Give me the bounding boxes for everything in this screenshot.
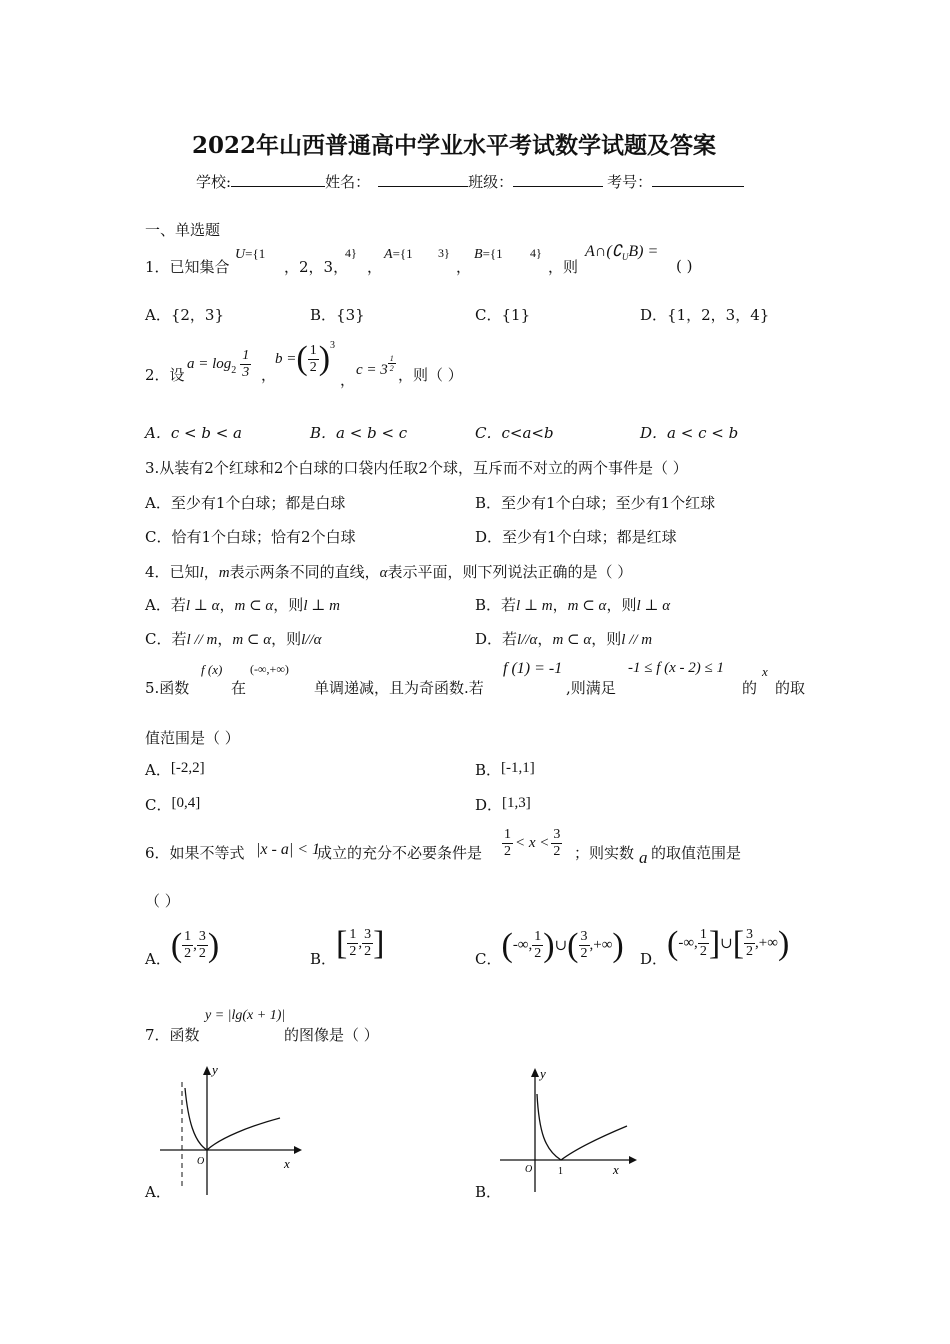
q6-option-d[interactable] <box>640 918 789 969</box>
q5-ineq: -1 ≤ f (x - 2) ≤ 1 <box>628 660 725 676</box>
q6-d-f1-d: 2 <box>699 944 707 959</box>
q6-b-f2-d: 2 <box>364 944 372 959</box>
q6-abs: |x - a| < 1 <box>256 841 321 858</box>
q6-n2: 3 <box>553 827 561 842</box>
graph-a-y-label: y <box>212 1062 218 1077</box>
q4-c-label: C．若 <box>145 630 187 648</box>
q6-frac1 <box>502 827 513 860</box>
q1-u <box>235 246 265 263</box>
q6-a-f2-d: 2 <box>198 946 206 961</box>
q4-m: m <box>218 565 230 581</box>
q5-option-d[interactable] <box>475 794 531 815</box>
q4-c-p2: m ⊂ α <box>232 632 272 648</box>
q6-c-lparen1: ( <box>501 926 513 964</box>
q6-d-label: D． <box>640 950 668 968</box>
q6-d-f2 <box>744 927 755 960</box>
q2-a-sub: 2 <box>231 365 237 376</box>
q6-a: a <box>639 848 648 867</box>
q6-c-f1-d: 2 <box>534 946 542 961</box>
q6-d1: 2 <box>504 844 511 859</box>
q6-c-rparen1: ) <box>543 926 555 964</box>
q6-c-label: C． <box>475 950 502 968</box>
q1-u-set-a: ={1 <box>245 246 266 261</box>
q4-c-sep: ， <box>217 630 233 648</box>
graph-a-x-arrow <box>294 1146 302 1154</box>
q6-a-rparen: ) <box>207 926 220 964</box>
q6-c-inf-neg: -∞, <box>512 937 533 953</box>
q4-option-d[interactable] <box>475 628 652 649</box>
page-title: 2022年山西普通高中学业水平考试数学试题及答案 <box>192 132 717 159</box>
q6-b-rbracket: ] <box>373 924 385 962</box>
q2-prefix: 2．设 <box>145 366 185 384</box>
q6-p4: 的取值范围是 <box>651 844 742 862</box>
q4-a-sep: ， <box>219 596 235 614</box>
q2-a-den: 3 <box>242 365 250 380</box>
q5-x: x <box>762 664 768 679</box>
q6-p3: ；则实数 <box>574 844 635 862</box>
q4-c-r: l//α <box>301 632 322 648</box>
graph-b-y-label: y <box>540 1066 546 1081</box>
q1-comma3: ，则 <box>548 258 579 276</box>
q5-b-label: B． <box>475 761 502 779</box>
q5-c-value: [0,4] <box>171 795 201 811</box>
q4-d-p1: l//α <box>517 632 538 648</box>
q6-a-f1-n: 1 <box>184 929 192 944</box>
graph-a-origin-label: O <box>197 1156 205 1167</box>
school-label: 学校: <box>196 173 232 191</box>
q1-b-set-b: 4} <box>530 246 542 260</box>
q4-alpha: α <box>379 565 388 581</box>
q5-option-a[interactable] <box>145 759 205 780</box>
q2-c-eq: c = 3 <box>356 362 388 378</box>
q5-option-b[interactable] <box>475 759 535 780</box>
q4-c-then: ，则 <box>271 630 302 648</box>
q5-cond: f (1) = -1 <box>503 660 563 677</box>
q2-b-exp: 3 <box>330 340 336 351</box>
q5-d-value: [1,3] <box>502 795 531 811</box>
q2-c-def <box>356 354 396 379</box>
q2-tail[interactable]: ，则（ ） <box>398 366 463 384</box>
q4-b-p2: m ⊂ α <box>567 598 607 614</box>
q4-b-then: ，则 <box>606 596 637 614</box>
q6-a-f1-d: 2 <box>184 946 192 961</box>
q5-fx: f (x) <box>201 662 223 677</box>
q4-a-p2: m ⊂ α <box>234 598 274 614</box>
q6-condition <box>502 827 562 860</box>
q6-a-f2-n: 3 <box>198 929 206 944</box>
q6-b-f2 <box>362 927 373 960</box>
q4-d-sep: ， <box>537 630 553 648</box>
q5-a-value: [-2,2] <box>170 760 205 776</box>
q6-b-label: B． <box>310 950 337 968</box>
q4-a-r: l ⊥ m <box>303 598 340 614</box>
q3-option-b[interactable]: B．至少有1个白球；至少有1个红球 <box>475 494 716 512</box>
q1-b <box>474 246 503 263</box>
q2-a-def <box>187 348 251 381</box>
q7-graph-a[interactable] <box>160 1060 310 1200</box>
q5-option-c[interactable] <box>145 794 200 815</box>
q6-d-union: ∪ <box>720 936 733 952</box>
q7-graph-a-label[interactable]: A． <box>145 1183 171 1201</box>
header-info <box>196 171 744 192</box>
q2-b-def <box>275 340 335 378</box>
q7-graph-b-label[interactable]: B． <box>475 1183 502 1201</box>
q6-a-f2 <box>197 929 208 962</box>
q4-c-p1: l // m <box>186 632 218 648</box>
q5-p3: 单调递减，且为奇函数.若 <box>314 679 484 697</box>
q5-p1: 5.函数 <box>145 679 190 697</box>
q1-prefix: 1．已知集合 <box>145 258 230 276</box>
graph-a-curve <box>185 1088 280 1150</box>
q2-a-eq: a = log <box>187 356 232 372</box>
q4-stem <box>145 561 632 582</box>
q2-option-d[interactable]: D．a < c < b <box>640 424 739 442</box>
q1-expr-sub: U <box>621 252 629 263</box>
q5-c-label: C． <box>145 796 172 814</box>
q7-p1: 7．函数 <box>145 1026 200 1044</box>
graph-a-y-arrow <box>203 1066 211 1075</box>
q6-option-c[interactable] <box>475 922 624 969</box>
q4-stem-c: 表示平面，则下列说法正确的是（ ） <box>387 563 633 581</box>
q2-a-num: 1 <box>242 348 250 363</box>
q6-line2[interactable]: （ ） <box>145 892 180 910</box>
q6-c-inf-pos: ,+∞ <box>589 937 613 953</box>
q2-b-num: 1 <box>309 342 317 358</box>
q6-c-f1 <box>532 929 543 962</box>
q4-b-p1: l ⊥ m <box>516 598 553 614</box>
q6-c-rparen2: ) <box>612 926 624 964</box>
q6-b-lbracket: [ <box>336 924 348 962</box>
q6-b-f1 <box>347 927 358 960</box>
class-label: 班级： <box>468 173 514 191</box>
q6-d-f1 <box>698 927 709 960</box>
q1-expr-main: A∩(∁ <box>585 243 622 260</box>
q6-d-inf-neg: -∞, <box>678 935 698 951</box>
q6-d-rparen2: ) <box>777 924 790 962</box>
q4-option-b[interactable] <box>475 594 670 615</box>
graph-b-x-arrow <box>629 1156 637 1164</box>
q6-d2: 2 <box>553 844 561 859</box>
q4-a-then: ，则 <box>273 596 304 614</box>
q1-u-set-b: ，2，3， <box>284 258 349 276</box>
q6-option-a[interactable]: A． ( $\frac{1}{2}$ , $\frac{3}{2}$ ) <box>145 926 220 968</box>
q4-stem-b: 表示两条不同的直线， <box>229 563 380 581</box>
class-blank[interactable] <box>513 172 603 187</box>
q6-d-f2-d: 2 <box>746 944 754 959</box>
q4-b-sep: ， <box>552 596 568 614</box>
q1-u-set-c: 4} <box>345 246 357 260</box>
q6-n1: 1 <box>504 827 511 842</box>
q2-b-den: 2 <box>309 359 317 375</box>
q6-frac2 <box>551 827 562 860</box>
q6-c-union: ∪ <box>554 938 568 954</box>
q1-b-var: B <box>474 247 483 262</box>
q2-b-frac <box>308 343 319 376</box>
q2-option-b[interactable]: B．a < b < c <box>310 424 408 442</box>
graph-a-x-label: x <box>284 1156 290 1171</box>
q1-expr <box>585 241 658 262</box>
q2-c-exp <box>388 354 396 373</box>
name-label: 姓名： <box>325 173 371 191</box>
q6-p2: 成立的充分不必要条件是 <box>317 844 483 862</box>
q5-line2[interactable]: 值范围是（ ） <box>145 729 240 747</box>
q1-comma1: ， <box>367 258 383 276</box>
q4-d-then: ，则 <box>591 630 622 648</box>
q7-graph-b[interactable] <box>495 1062 645 1197</box>
q6-c-lparen2: ( <box>567 926 579 964</box>
q6-a-f1 <box>182 929 193 962</box>
graph-b-y-arrow <box>531 1068 539 1077</box>
q2-b-rparen: ) <box>318 340 331 377</box>
q5-p4: ,则满足 <box>566 679 616 697</box>
q6-option-b[interactable]: B． [ $\frac{1}{2}$ , $\frac{3}{2}$ ] <box>310 924 385 968</box>
q7-p2[interactable]: 的图像是（ ） <box>284 1026 379 1044</box>
graph-b-origin-label: O <box>525 1164 533 1175</box>
exam-no-label: 考号： <box>607 173 653 191</box>
q7-expr: y = |lg(x + 1)| <box>205 1008 286 1023</box>
exam-no-blank[interactable] <box>652 172 744 187</box>
q4-d-p2: m ⊂ α <box>552 632 592 648</box>
q6-a-label: A． <box>145 950 171 968</box>
q6-b-f2-n: 3 <box>364 927 372 942</box>
q2-b-eq: b = <box>275 350 297 367</box>
q1-option-a[interactable]: A．{2，3} <box>145 306 225 324</box>
q1-comma2: ， <box>456 258 472 276</box>
q5-d-label: D． <box>475 796 503 814</box>
q6-b-f1-n: 1 <box>349 927 357 942</box>
graph-b-x-label: x <box>613 1162 619 1177</box>
q6-d-f1-n: 1 <box>699 927 707 942</box>
q2-option-c[interactable]: C．c<a<b <box>475 424 554 442</box>
q2-c-num: 1 <box>389 354 394 363</box>
school-blank[interactable] <box>231 172 325 187</box>
q1-b-set-a: ={1 <box>482 246 503 261</box>
q1-option-d[interactable]: D．{1，2，3，4} <box>640 306 770 324</box>
q1-expr-end: B) = <box>628 243 659 260</box>
section-title: 一、单选题 <box>145 221 221 239</box>
q5-interval: (-∞,+∞) <box>250 662 289 676</box>
q4-option-a[interactable] <box>145 594 340 615</box>
q5-p2: 在 <box>231 679 247 697</box>
q5-p5: 的 <box>742 679 758 697</box>
q3-option-d[interactable]: D．至少有1个白球；都是红球 <box>475 528 677 546</box>
q4-stem-a: 4．已知 <box>145 563 200 581</box>
q3-option-c[interactable]: C．恰有1个白球；恰有2个白球 <box>145 528 356 546</box>
graph-b-curve <box>537 1094 627 1160</box>
q6-c-f2-n: 3 <box>580 929 588 944</box>
q2-c-den: 2 <box>389 364 394 373</box>
q1-option-c[interactable]: C．{1} <box>475 306 531 324</box>
q6-d-rbracket1: ] <box>708 924 721 962</box>
q1-u-var: U <box>235 247 246 262</box>
graph-b-one-label: 1 <box>558 1166 563 1177</box>
q1-answer-bracket[interactable]: ( ) <box>676 257 693 275</box>
q6-d-lbracket2: [ <box>732 924 745 962</box>
q5-b-value: [-1,1] <box>501 760 535 776</box>
q3-option-a[interactable]: A．至少有1个白球；都是白球 <box>145 494 346 512</box>
q2-comma: ， <box>261 366 277 384</box>
q1-a-set-a: ={1 <box>392 246 413 261</box>
q5-p6: 的取 <box>775 679 806 697</box>
q4-a-p1: l ⊥ α <box>185 598 220 614</box>
q2-option-a[interactable]: A．c < b < a <box>145 424 242 442</box>
q6-d-inf-pos: ,+∞ <box>755 935 778 951</box>
q1-a-set-b: 3} <box>438 246 450 260</box>
q2-a-frac <box>240 348 251 381</box>
q2-b-lparen: ( <box>296 340 308 377</box>
q4-l: l <box>199 565 204 581</box>
q1-a-var: A <box>384 247 393 262</box>
q1-a <box>384 246 413 263</box>
q4-a-label: A．若 <box>145 596 186 614</box>
q4-option-c[interactable] <box>145 628 322 649</box>
q4-d-label: D．若 <box>475 630 518 648</box>
q6-c-f2-d: 2 <box>580 946 588 961</box>
q6-d-lparen1: ( <box>667 924 679 962</box>
q6-d-f2-n: 3 <box>746 927 754 942</box>
q1-option-b[interactable]: B．{3} <box>310 306 365 324</box>
q2-comma2: ， <box>340 371 356 389</box>
q4-b-label: B．若 <box>475 596 517 614</box>
q6-b-f1-d: 2 <box>349 944 357 959</box>
q4-comma: ， <box>203 563 219 581</box>
q3-stem: 3.从装有2个红球和2个白球的口袋内任取2个球，互斥而不对立的两个事件是（ ） <box>145 459 688 477</box>
q4-b-r: l ⊥ α <box>636 598 671 614</box>
q5-a-label: A． <box>145 761 171 779</box>
q6-a-lparen: ( <box>170 926 183 964</box>
q6-c-f2 <box>579 929 590 962</box>
q4-d-r: l // m <box>621 632 653 648</box>
q6-c-f1-n: 1 <box>534 929 542 944</box>
name-blank[interactable] <box>378 172 468 187</box>
q6-p1: 6．如果不等式 <box>145 844 245 862</box>
q6-mid: < x < <box>515 835 550 851</box>
